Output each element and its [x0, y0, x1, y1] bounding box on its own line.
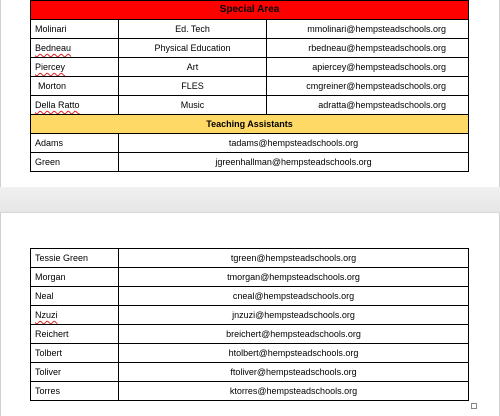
spellcheck-flagged-word: Della Ratto: [35, 100, 80, 110]
spellcheck-flagged-word: Piercey: [35, 62, 66, 72]
staff-subject: Ed. Tech: [119, 20, 267, 39]
staff-name: Morton: [31, 77, 119, 96]
spellcheck-flagged-word: Nzuzi: [35, 310, 58, 320]
assistant-email[interactable]: htolbert@hempsteadschools.org: [119, 344, 469, 363]
assistant-email[interactable]: jnzuzi@hempsteadschools.org: [119, 306, 469, 325]
table-row: [31, 96, 469, 115]
assistant-email[interactable]: tgreen@hempsteadschools.org: [119, 249, 469, 268]
table-row: [31, 287, 469, 306]
staff-name: Molinari: [31, 20, 119, 39]
teaching-assistants-title: Teaching Assistants: [31, 115, 469, 134]
staff-email[interactable]: apiercey@hempsteadschools.org: [267, 58, 469, 77]
teaching-assistants-header: [31, 115, 469, 134]
staff-name: [31, 96, 119, 115]
table-row: [31, 306, 469, 325]
table-row: [31, 77, 469, 96]
assistant-email[interactable]: cneal@hempsteadschools.org: [119, 287, 469, 306]
staff-name: [31, 39, 119, 58]
staff-email[interactable]: rbedneau@hempsteadschools.org: [267, 39, 469, 58]
staff-table-2: [30, 248, 469, 401]
assistant-name: Reichert: [31, 325, 119, 344]
assistant-email[interactable]: tmorgan@hempsteadschools.org: [119, 268, 469, 287]
table-row: [31, 268, 469, 287]
assistant-name: Green: [31, 153, 119, 172]
staff-name: [31, 58, 119, 77]
assistant-name: [31, 306, 119, 325]
staff-subject: Art: [119, 58, 267, 77]
spellcheck-flagged-word: Bedneau: [35, 43, 72, 53]
assistant-name: Toliver: [31, 363, 119, 382]
assistant-name: Neal: [31, 287, 119, 306]
assistant-name: Tessie Green: [31, 249, 119, 268]
assistant-email[interactable]: jgreenhallman@hempsteadschools.org: [119, 153, 469, 172]
assistant-email[interactable]: breichert@hempsteadschools.org: [119, 325, 469, 344]
assistant-email[interactable]: ftoliver@hempsteadschools.org: [119, 363, 469, 382]
staff-subject: FLES: [119, 77, 267, 96]
table-row: [31, 325, 469, 344]
document-page-1: [0, 0, 500, 187]
table-row: [31, 249, 469, 268]
assistant-name: Morgan: [31, 268, 119, 287]
assistant-name: Tolbert: [31, 344, 119, 363]
document-page-2: [0, 212, 500, 416]
assistant-email[interactable]: tadams@hempsteadschools.org: [119, 134, 469, 153]
staff-email[interactable]: mmolinari@hempsteadschools.org: [267, 20, 469, 39]
table-row: [31, 134, 469, 153]
assistant-name: Torres: [31, 382, 119, 401]
table-row: [31, 20, 469, 39]
table-row: [31, 382, 469, 401]
table-row: [31, 153, 469, 172]
special-area-header: [31, 1, 469, 20]
page-edge: [0, 213, 1, 416]
staff-table-1: [30, 0, 469, 172]
table-row: [31, 58, 469, 77]
assistant-name: Adams: [31, 134, 119, 153]
staff-subject: Music: [119, 96, 267, 115]
staff-email[interactable]: cmgreiner@hempsteadschools.org: [267, 77, 469, 96]
staff-email[interactable]: adratta@hempsteadschools.org: [267, 96, 469, 115]
special-area-title: Special Area: [31, 1, 469, 20]
table-end-marker-icon: [471, 403, 477, 409]
table-row: [31, 344, 469, 363]
page-edge: [0, 0, 1, 187]
staff-subject: Physical Education: [119, 39, 267, 58]
assistant-email[interactable]: ktorres@hempsteadschools.org: [119, 382, 469, 401]
page-break-gap: [0, 185, 500, 213]
table-row: [31, 39, 469, 58]
table-row: [31, 363, 469, 382]
